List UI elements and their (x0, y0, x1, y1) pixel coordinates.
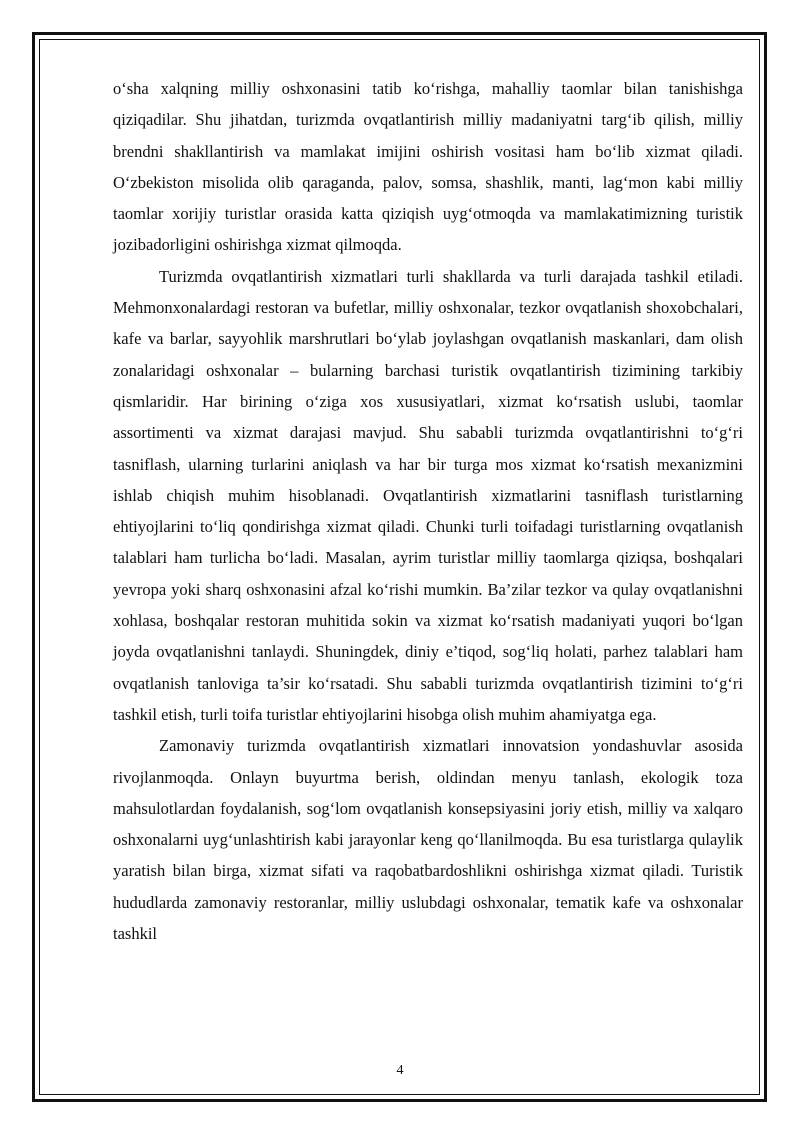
paragraph-3: Zamonaviy turizmda ovqatlantirish xizmatlari innovatsion yondashuvlar asosida rivojlanmoqda. Onlayn buyurtma berish, oldindan menyu tanlash, ekologik toza mahsulotlardan foydalanish, sog‘lom ovqatlanish konsepsiyasini joriy etish, milliy va xalqaro oshxonalarni uyg‘unlashtirish kabi jarayonlar keng qo‘llanilmoqda. Bu esa turistlarga qulaylik yaratish bilan birga, xizmat sifati va raqobatbardoshlikni oshirishga xizmat qiladi. Turistik hududlarda zamonaviy restoranlar, milliy uslubdagi oshxonalar, tematik kafe va oshxonalar tashkil (113, 736, 743, 944)
document-body (113, 73, 743, 949)
page-number: 4 (396, 1063, 404, 1078)
paragraph-2: Turizmda ovqatlantirish xizmatlari turli shakllarda va turli darajada tashkil etiladi. Mehmonxonalardagi restoran va bufetlar, milliy oshxonalar, tezkor ovqatlanish shoxobchalari, kafe va barlar, sayyohlik marshrutlari bo‘ylab joylashgan ovqatlanish maskanlari, dam olish zonalaridagi oshxonalar – bularning barchasi turistik ovqatlantirish tizimining tarkibiy qismlaridir. Har birining o‘ziga xos xususiyatlari, xizmat ko‘rsatish uslubi, taomlar assortimenti va xizmat darajasi mavjud. Shu sababli turizmda ovqatlantirishni to‘g‘ri tasniflash, ularning turlarini aniqlash va har bir turga mos xizmat ko‘rsatish mexanizmini ishlab chiqish muhim hisoblanadi. Ovqatlantirish xizmatlarini tasniflash turistlarning ehtiyojlarini to‘liq qondirishga xizmat qiladi. Chunki turli toifadagi turistlarning ovqatlanish talablari ham turlicha bo‘ladi. Masalan, ayrim turistlar milliy taomlarga qiziqsa, boshqalari yevropa yoki sharq oshxonasini afzal ko‘rishi mumkin. Ba’zilar tezkor va qulay ovqatlanishni xohlasa, boshqalar restoran muhitida sokin va xizmat ko‘rsatish madaniyati yuqori bo‘lgan joyda ovqatlanishni tanlaydi. Shuningdek, diniy e’tiqod, sog‘liq holati, parhez talablari ham ovqatlanish tanloviga ta’sir ko‘rsatadi. Shu sababli turizmda ovqatlantirish tizimini to‘g‘ri tashkil etish, turli toifa turistlar ehtiyojlarini hisobga olish muhim ahamiyatga ega. (113, 266, 743, 724)
paragraph-1: o‘sha xalqning milliy oshxonasini tatib ko‘rishga, mahalliy taomlar bilan tanishishga qiziqadilar. Shu jihatdan, turizmda ovqatlantirish milliy madaniyatni targ‘ib qilish, milliy brendni shakllantirish va mamlakat imijini oshirish vositasi ham bo‘lib xizmat qiladi. O‘zbekiston misolida olib qaraganda, palov, somsa, shashlik, manti, lag‘mon kabi milliy taomlar xorijiy turistlar orasida katta qiziqish uyg‘otmoqda va mamlakatimizning turistik jozibadorligini oshirishga xizmat qilmoqda. (113, 79, 743, 255)
